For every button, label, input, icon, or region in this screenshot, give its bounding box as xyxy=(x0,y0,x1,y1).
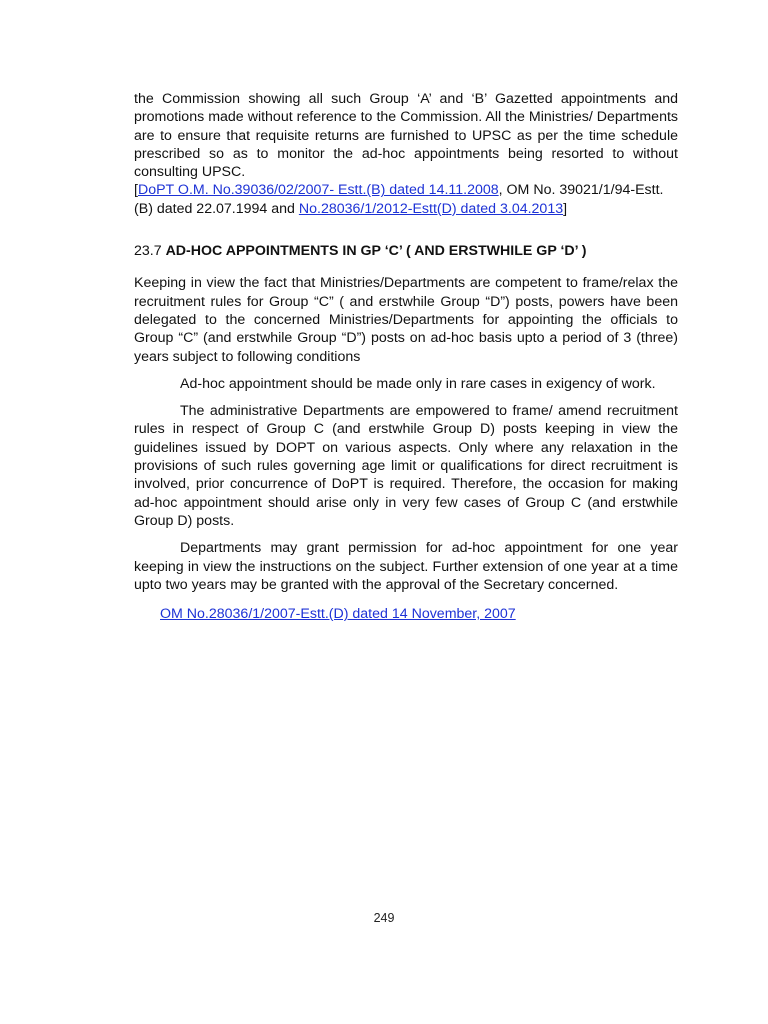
ref-link-2013[interactable]: No.28036/1/2012-Estt(D) dated 3.04.2013 xyxy=(298,200,564,217)
section-heading xyxy=(134,242,678,260)
ref-open-bracket: [ xyxy=(134,182,138,199)
paragraph-delegation: Keeping in view the fact that Ministries/Departments are competent to frame/relax the recruitment rules for Group “C” ( and erstwhile Group “D”) posts, powers have been delegated to the concerned Ministries/Departments for appointing the officials to Group “C” (and erstwhile Group “D”) posts on ad-hoc basis upto a period of 3 (three) years subject to following conditions xyxy=(134,275,678,365)
page-number: 249 xyxy=(373,911,395,925)
document-body xyxy=(134,90,678,623)
ref-middle-text: , OM No. 39021/1/94-Estt.(B) dated 22.07.1994 and xyxy=(134,182,664,217)
section-number: 23.7 xyxy=(134,243,166,260)
section-title: AD-HOC APPOINTMENTS IN GP ‘C’ ( AND ERSTWHILE GP ‘D’ ) xyxy=(165,243,587,260)
final-reference xyxy=(134,605,678,623)
intro-paragraph: the Commission showing all such Group ‘A’ and ‘B’ Gazetted appointments and promotions made without reference to the Commission. All the Ministries/ Departments are to ensure that requisite returns are furnished to UPSC as per the time schedule prescribed so as to monitor the ad-hoc appointments being resorted to without consulting UPSC. xyxy=(134,91,678,181)
references-line xyxy=(134,181,678,218)
ref-close-bracket: ] xyxy=(563,200,568,217)
final-reference-link[interactable]: OM No.28036/1/2007-Estt.(D) dated 14 November, 2007 xyxy=(160,606,516,623)
paragraph-rare-cases: Ad-hoc appointment should be made only in rare cases in exigency of work. xyxy=(180,375,656,392)
paragraph-administrative: The administrative Departments are empowered to frame/ amend recruitment rules in respect of Group C (and erstwhile Group D) posts keeping in view the guidelines issued by DOPT on various aspects. Only where any relaxation in the provisions of such rules governing age limit or qualifications for direct recruitment is involved, prior concurrence of DoPT is required. Therefore, the occasion for making ad-hoc appointment should arise only in very few cases of Group C (and erstwhile Group D) posts. xyxy=(134,403,678,529)
ref-link-dopt-2008[interactable]: DoPT O.M. No.39036/02/2007- Estt.(B) dated 14.11.2008 xyxy=(137,182,499,199)
paragraph-permission: Departments may grant permission for ad-hoc appointment for one year keeping in view the instructions on the subject. Further extension of one year at a time upto two years may be granted with the approval of the Secretary concerned. xyxy=(134,540,678,593)
